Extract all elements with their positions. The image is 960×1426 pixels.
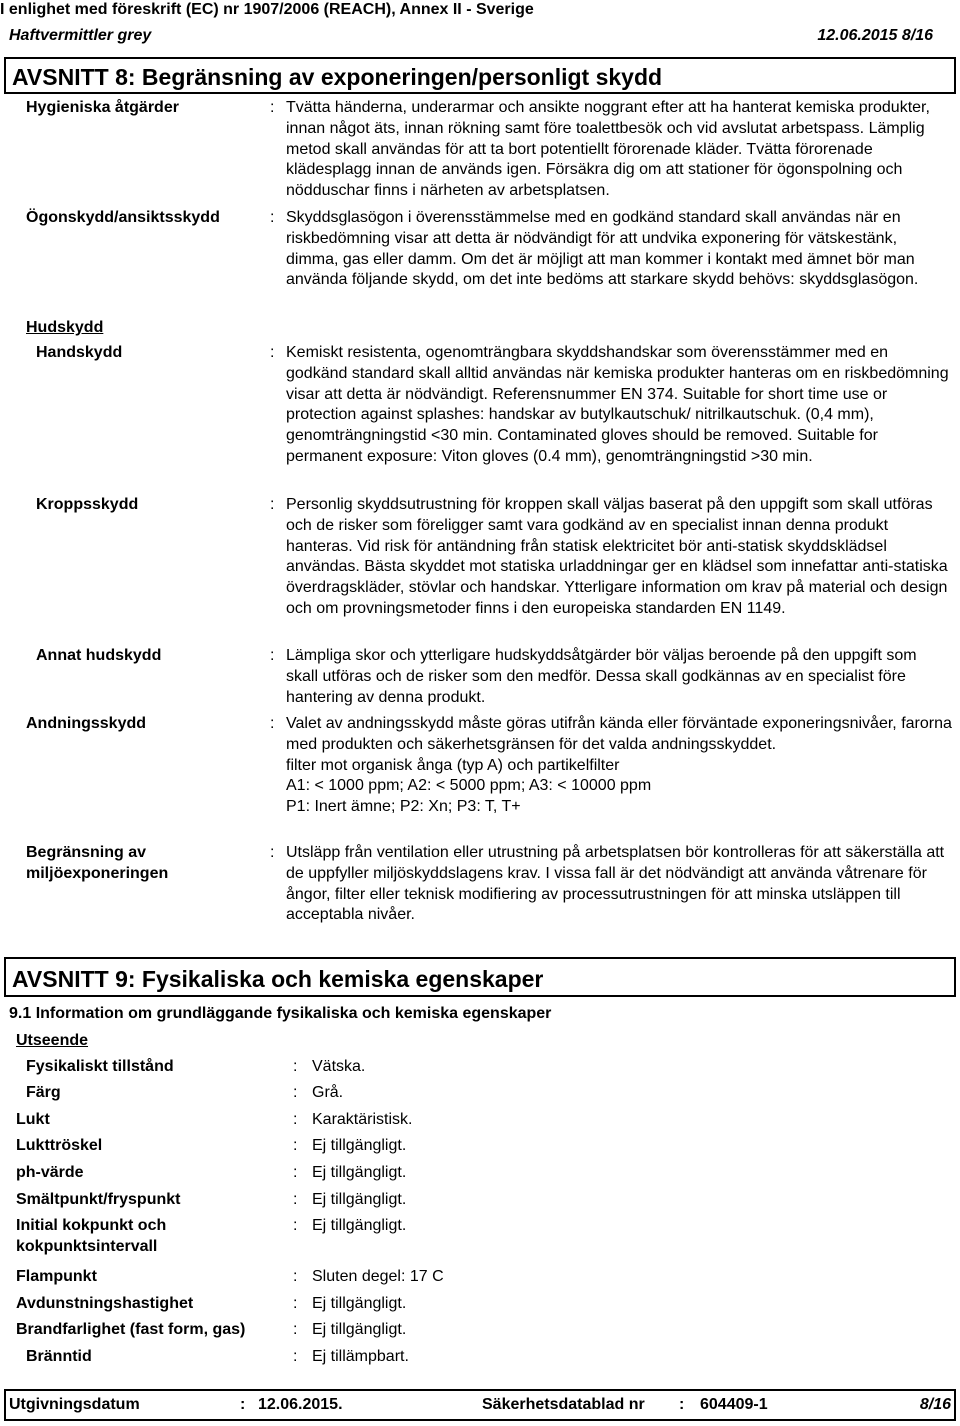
property-label: Smältpunkt/fryspunkt [16, 1191, 181, 1208]
body-text: Personlig skyddsutrustning för kroppen skall väljas baserat på den uppgift som skall utföras och de risker som föreligger samt vara godkänd av en specialist innan denna produkt hanteras. Vid risk för antändning från statisk elektricitet bör anti-statisk skyddsklädsel användas. Bästa skyddet mot statiska urladdningar ger en klädsel som innefattar anti-statiska överdragskläder, stövlar och handskar. Ytterligare information om krav på material och design och om provningsmetoder finns i den europeiska standarden EN 1149. [286, 496, 948, 617]
colon: : [293, 1164, 298, 1181]
other-skin-label: Annat hudskydd [36, 647, 162, 664]
property-value: Vätska. [312, 1058, 366, 1075]
issue-date: 12.06.2015. [258, 1396, 343, 1413]
hygiene-text: Tvätta händerna, underarmar och ansikte noggrant efter att ha hanterat kemiska produkter, innan något äts, innan rökning samt före toalettbesök och vid avslutat arbetspass. Lämplig metod skall användas för att ta bort potentiellt förorenade kläder. Tvätta förorenade klädesplagg innan de används igen. Försäkra dig om att stationer för ögonspolning och nödduschar finns i närheten av arbetsplatsen. [286, 99, 930, 200]
colon: : [293, 1321, 298, 1338]
environment-label [26, 843, 168, 885]
colon: : [270, 344, 275, 361]
property-label: Flampunkt [16, 1268, 97, 1285]
property-value: Ej tillgängligt. [312, 1217, 407, 1234]
hand-text: Kemiskt resistenta, ogenomträngbara skyddshandskar som överensstämmer med en godkänd standard skall alltid användas när kemiska produkter hanteras om en riskbedömning visar att detta är nödvändigt. Referensnummer EN 374. Suitable for short time use or protection against splashes: handskar av butylkautschuk/ nitrilkautschuk. (0,4 mm), genomträngningstid <30 min. Contaminated gloves should be removed. Suitable for permanent exposure: Viton gloves (0.4 mm), genomträngningstid >30 min. [286, 344, 949, 465]
property-label: Bränntid [26, 1348, 92, 1365]
property-value: Ej tillgängligt. [312, 1164, 407, 1181]
property-label-line1: Initial kokpunkt och [16, 1217, 167, 1234]
property-value: Grå. [312, 1084, 344, 1101]
colon: : [293, 1111, 298, 1128]
property-label: Fysikaliskt tillstånd [26, 1058, 174, 1075]
colon: : [270, 647, 275, 664]
colon: : [270, 844, 275, 861]
colon: : [293, 1137, 298, 1154]
environment-text: Utsläpp från ventilation eller utrustning på arbetsplatsen bör kontrolleras för att säkerställa att de uppfyller miljöskyddslagens krav. I vissa fall är det nödvändigt att använda våtrenare för ångor, filter eller teknisk modifiering av processutrustningen för att minska utsläppen till acceptabla nivåer. [286, 844, 945, 924]
sds-number-label: Säkerhetsdatablad nr [482, 1396, 645, 1413]
colon: : [270, 715, 275, 732]
section-9-title: AVSNITT 9: Fysikaliska och kemiska egenskaper [4, 957, 956, 997]
respiratory-line: filter mot organisk ånga (typ A) och partikelfilter [286, 756, 620, 774]
property-label: Brandfarlighet (fast form, gas) [16, 1321, 246, 1338]
property-label: Lukttröskel [16, 1137, 103, 1154]
colon: : [293, 1268, 298, 1285]
respiratory-line: P1: Inert ämne; P2: Xn; P3: T, T+ [286, 798, 521, 816]
hygiene-label: Hygieniska åtgärder [26, 99, 179, 116]
product-header [9, 26, 933, 46]
body-label: Kroppsskydd [36, 496, 139, 513]
colon: : [270, 209, 275, 226]
colon: : [293, 1295, 298, 1312]
respiratory-line: Valet av andningsskydd måste göras utifrån kända eller förväntade exponeringsnivåer, farorna med produkten och säkerhetsgränsen för det valda andningsskyddet. [286, 715, 952, 753]
colon: : [293, 1191, 298, 1208]
issue-date-colon: : [240, 1396, 246, 1413]
other-skin-text: Lämpliga skor och ytterligare hudskyddsåtgärder bör väljas beroende på den uppgift som skall utföras och de risker som den medför. Dessa skall godkännas av en specialist före hantering av denna produkt. [286, 647, 917, 706]
sds-number-colon: : [679, 1396, 685, 1413]
page-number: 8/16 [919, 1396, 951, 1413]
section-8-title: AVSNITT 8: Begränsning av exponeringen/personligt skydd [4, 57, 956, 94]
property-label: ph-värde [16, 1164, 84, 1181]
eye-label: Ögonskydd/ansiktsskydd [26, 209, 220, 226]
environment-label-line1: Begränsning av [26, 844, 147, 861]
sds-number: 604409-1 [700, 1396, 768, 1413]
property-value: Ej tillgängligt. [312, 1191, 407, 1208]
property-value: Sluten degel: 17 C [312, 1268, 444, 1285]
colon: : [293, 1348, 298, 1365]
colon: : [293, 1084, 298, 1101]
property-value: Karaktäristisk. [312, 1111, 413, 1128]
appearance-heading: Utseende [16, 1032, 89, 1049]
regulation-header: I enlighet med föreskrift (EC) nr 1907/2006 (REACH), Annex II - Sverige [0, 1, 534, 18]
colon: : [293, 1058, 298, 1075]
property-label: Färg [26, 1084, 61, 1101]
respiratory-line: A1: < 1000 ppm; A2: < 5000 ppm; A3: < 10000 ppm [286, 777, 652, 795]
colon: : [293, 1217, 298, 1234]
property-label: Lukt [16, 1111, 50, 1128]
eye-text: Skyddsglasögon i överensstämmelse med en godkänd standard skall användas när en riskbedömning visar att detta är nödvändigt för att undvika exponering för vätskestänk, dimma, gas eller damm. Om det är möjligt att man kommer i kontakt med ämnet bör man använda följande skydd, om det inte bedöms att starkare skydd behövs: skyddsglasögon. [286, 209, 919, 289]
product-name: Haftvermittler grey [9, 27, 152, 44]
page-footer [4, 1389, 956, 1421]
section-9-1-title: 9.1 Information om grundläggande fysikaliska och kemiska egenskaper [9, 1005, 552, 1022]
colon: : [270, 496, 275, 513]
property-label [16, 1216, 166, 1258]
date-page: 12.06.2015 8/16 [817, 27, 933, 44]
environment-label-line2: miljöexponeringen [26, 864, 169, 882]
respiratory-text [286, 714, 952, 818]
issue-date-label: Utgivningsdatum [9, 1396, 140, 1413]
colon: : [270, 99, 275, 116]
respiratory-label: Andningsskydd [26, 715, 147, 732]
property-label: Avdunstningshastighet [16, 1295, 194, 1312]
property-value: Ej tillgängligt. [312, 1321, 407, 1338]
hand-label: Handskydd [36, 344, 123, 361]
skin-heading: Hudskydd [26, 319, 104, 336]
property-value: Ej tillgängligt. [312, 1295, 407, 1312]
property-value: Ej tillgängligt. [312, 1137, 407, 1154]
property-value: Ej tillämpbart. [312, 1348, 409, 1365]
property-label-line2: kokpunktsintervall [16, 1237, 158, 1255]
